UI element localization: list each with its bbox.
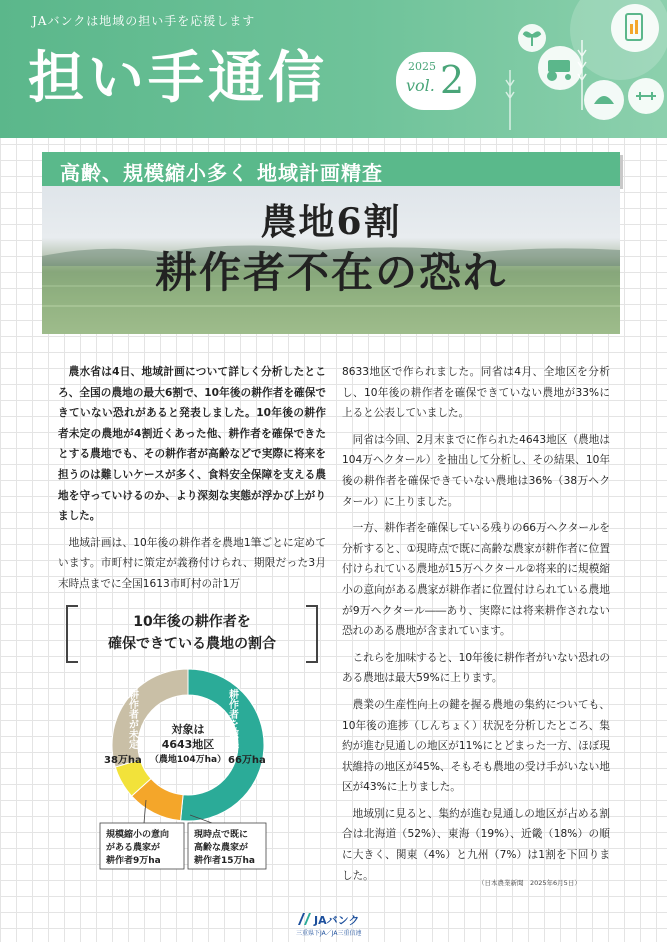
article-paragraph: 地域別に見ると、集約が進む見通しの地区が占める割合は北海道（52%）、東海（19%）、近畿（18%）の順に大きく、関東（4%）と九州（7%）は1割を下回りました。: [342, 807, 610, 882]
secured-value-label: 66万ha: [228, 755, 266, 766]
chart-title-line-2: 確保できている農地の割合: [108, 636, 276, 652]
headline-line-2: 耕作者不在の恐れ: [154, 248, 507, 297]
article-paragraph: 同省は今回、2月末までに作られた4643地区（農地は104万ヘクタール）を抽出して分析し、その結果、10年後の耕作者を確保できていない農地は36%（38万ヘクタール）に上りました。: [342, 433, 610, 508]
newsletter-title: 担い手通信: [28, 45, 328, 111]
undecided-value-label: 38万ha: [104, 755, 142, 766]
subheadline: 高齢、規模縮小多く 地域計画精査: [60, 161, 383, 185]
article-column-left: [58, 362, 326, 601]
shrink-callout-line-3: 耕作者9万ha: [106, 856, 161, 866]
volume-number: 2: [440, 58, 465, 102]
decoration-illustration: [500, 0, 667, 138]
elderly-callout-line-3: 耕作者15万ha: [194, 856, 256, 866]
source-credit: （日本農業新聞 2025年6月5日）: [478, 879, 581, 887]
article-paragraph: 8633地区で作られました。同省は4月、全地区を分析し、10年後の耕作者を確保できていない農地が33%に上ると公表していました。: [342, 366, 610, 420]
logo-text: JAバンク: [314, 914, 360, 927]
article-paragraph: 農業の生産性向上の鍵を握る農地の集約についても、10年後の進捗（しんちょく）状況を分析したところ、集約が進む見通しの地区が11%にとどまった一方、ほぼ現状維持の地区が45%、そもそも農地の受け手がいない地区が43%に上りました。: [342, 698, 610, 794]
volume-badge: [396, 52, 476, 110]
volume-year: 2025: [408, 60, 436, 73]
shrink-callout-line-2: がある農家が: [106, 843, 161, 853]
article-lead: 農水省は4日、地域計画について詳しく分析したところ、全国の農地の最大6割で、10年後の耕作者を確保できていない恐れがあると発表しました。10年後の耕作者未定の農地が4割近くあった他、耕作者を確保できたとする農地でも、その耕作者が高齢などで実際に将来を担うのは難しいケースが多く、食料安全保障を支える農地を守っていけるのか、より深刻な実態が浮かび上がりました。: [58, 366, 326, 523]
headline-photo: [42, 186, 620, 334]
logo-subtext: 三重県下JA／JA三重信連: [296, 930, 362, 937]
article-paragraph: 一方、耕作者を確保している残りの66万ヘクタールを分析すると、①現時点で既に高齢な農家が耕作者に位置付けられている農地が15万ヘクタール②将来的に規模縮小の意向がある農家が耕作者に位置付けられている農地が9万ヘクタール――あり、実際には将来耕作されない恐れのある農地が含まれています。: [342, 522, 610, 638]
article-paragraph: 地域計画は、10年後の耕作者を農地1筆ごとに定めています。市町村に策定が義務付けられ、期限だった3月末時点までに全国1613市町村の計1万: [58, 536, 326, 590]
ja-bank-logo: [296, 912, 386, 938]
donut-chart: [80, 665, 320, 875]
donut-slice-3: [112, 669, 188, 767]
subheadline-bar: [42, 152, 620, 186]
chart-title-line-1: 10年後の耕作者を: [133, 614, 251, 630]
secured-ring-label: 耕作者を確保: [226, 689, 238, 749]
headline-line-1: 農地6割: [260, 201, 402, 243]
chart-center-line-2: 4643地区: [161, 738, 215, 751]
wheat-icon-2: [506, 70, 514, 130]
tagline: JAバンクは地域の担い手を応援します: [32, 14, 256, 28]
article-column-right: [342, 362, 610, 892]
elderly-callout-line-2: 高齢な農家が: [194, 843, 249, 853]
undecided-ring-label: 耕作者が未定: [126, 689, 138, 749]
chart-center-line-3: （農地104万ha）: [149, 755, 227, 765]
volume-label: vol.: [406, 76, 435, 95]
chart-center-line-1: 対象は: [171, 723, 205, 736]
article-paragraph: これらを加味すると、10年後に耕作者がいない恐れのある農地は最大59%に上ります。: [342, 651, 610, 685]
tractor-icon: [548, 60, 570, 72]
elderly-callout-line-1: 現時点で既に: [194, 830, 249, 840]
header-banner: [0, 0, 667, 138]
ja-logo-icon: [296, 912, 312, 926]
shrink-callout-line-1: 規模縮小の意向: [106, 830, 170, 840]
chart-title: [66, 605, 318, 659]
